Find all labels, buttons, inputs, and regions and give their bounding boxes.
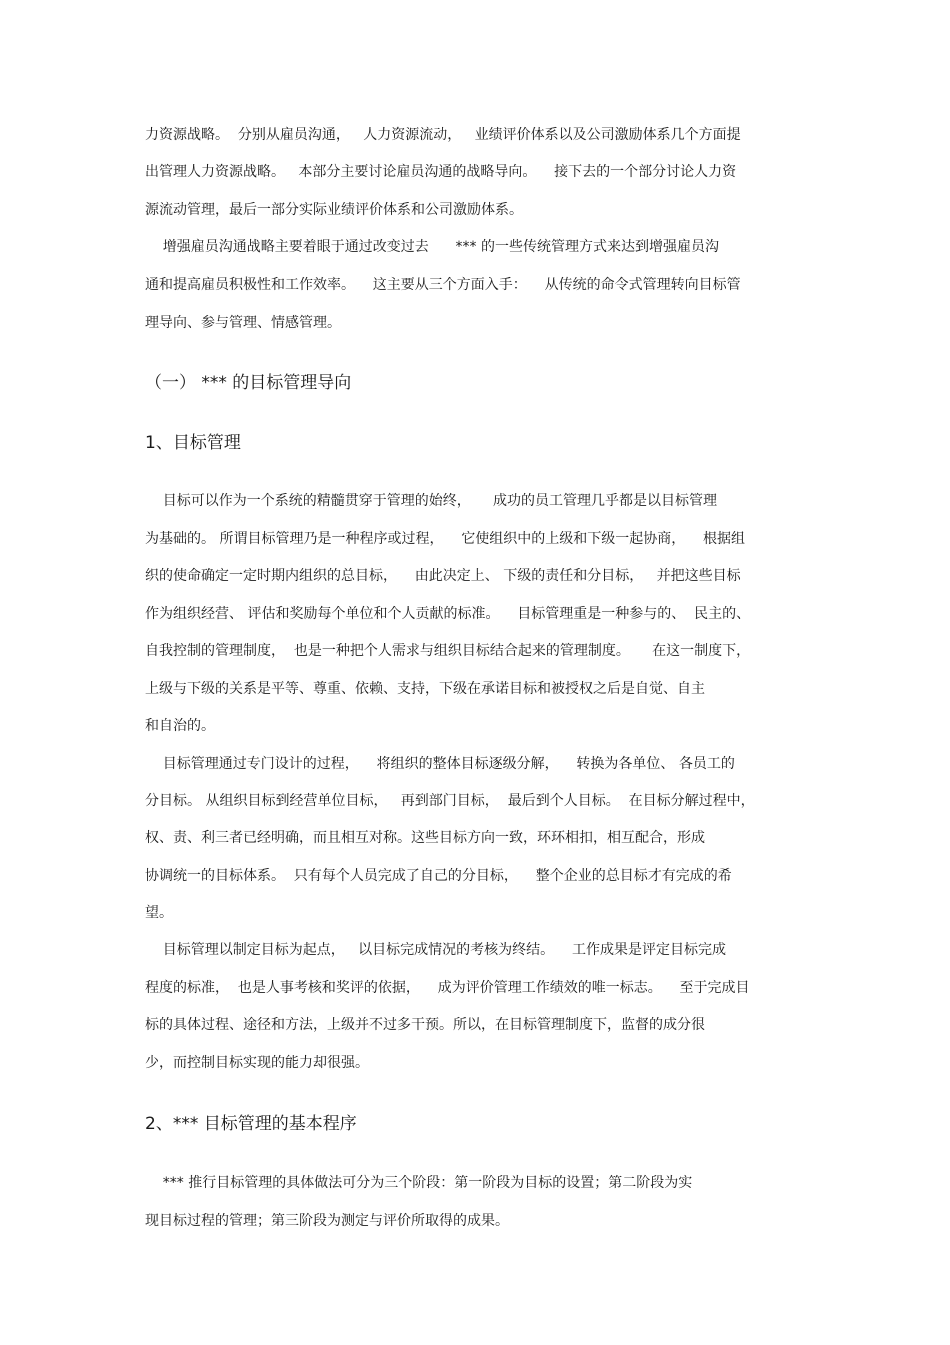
text-line: 出管理人力资源战略。 本部分主要讨论雇员沟通的战略导向。 接下去的一个部分讨论人力资 <box>145 164 737 180</box>
text-line: 织的使命确定一定时期内组织的总目标， 由此决定上、 下级的责任和分目标， 并把这些目标 <box>145 568 741 584</box>
subsection-heading: 1、目标管理 <box>145 433 241 453</box>
text-line: 权、责、利三者已经明确，而且相互对称。这些目标方向一致，环环相扣，相互配合，形成 <box>145 830 705 846</box>
text-line: 目标管理以制定目标为起点， 以目标完成情况的考核为终结。 工作成果是评定目标完成 <box>145 942 726 958</box>
text-line: 标的具体过程、途径和方法，上级并不过多干预。所以，在目标管理制度下，监督的成分很 <box>145 1017 705 1033</box>
text-line: 自我控制的管理制度， 也是一种把个人需求与组织目标结合起来的管理制度。 在这一制度下， <box>145 643 751 659</box>
text-line: 目标管理通过专门设计的过程， 将组织的整体目标逐级分解， 转换为各单位、 各员工的 <box>145 756 735 772</box>
text-line: 现目标过程的管理；第三阶段为测定与评价所取得的成果。 <box>145 1213 509 1229</box>
text-line: 协调统一的目标体系。 只有每个人员完成了自己的分目标， 整个企业的总目标才有完成的希 <box>145 868 732 884</box>
text-line: 力资源战略。 分别从雇员沟通， 人力资源流动， 业绩评价体系以及公司激励体系几个方面提 <box>145 127 741 143</box>
text-line: 通和提高雇员积极性和工作效率。 这主要从三个方面入手： 从传统的命令式管理转向目标管 <box>145 277 741 293</box>
text-line: 源流动管理，最后一部分实际业绩评价体系和公司激励体系。 <box>145 202 523 218</box>
text-line: 理导向、参与管理、情感管理。 <box>145 315 341 331</box>
text-line: 上级与下级的关系是平等、尊重、依赖、支持，下级在承诺目标和被授权之后是自觉、自主 <box>145 681 705 697</box>
text-line: 程度的标准， 也是人事考核和奖评的依据， 成为评价管理工作绩效的唯一标志。 至于完成目 <box>145 980 750 996</box>
text-line: 分目标。 从组织目标到经营单位目标， 再到部门目标， 最后到个人目标。 在目标分解过程中， <box>145 793 755 809</box>
text-line: 为基础的。 所谓目标管理乃是一种程序或过程， 它使组织中的上级和下级一起协商， 根据组 <box>145 531 746 547</box>
text-line: 少，而控制目标实现的能力却很强。 <box>145 1055 369 1071</box>
subsection-heading: 2、*** 目标管理的基本程序 <box>145 1114 357 1134</box>
text-line: 和自治的。 <box>145 718 215 734</box>
text-line: 增强雇员沟通战略主要着眼于通过改变过去 *** 的一些传统管理方式来达到增强雇员沟 <box>145 239 719 255</box>
text-line: 作为组织经营、 评估和奖励每个单位和个人贡献的标准。 目标管理重是一种参与的、 民主的、 <box>145 606 751 622</box>
text-line: *** 推行目标管理的具体做法可分为三个阶段：第一阶段为目标的设置；第二阶段为实 <box>145 1175 693 1191</box>
text-line: 目标可以作为一个系统的精髓贯穿于管理的始终， 成功的员工管理几乎都是以目标管理 <box>145 493 718 509</box>
section-heading: （一） *** 的目标管理导向 <box>145 373 352 393</box>
text-line: 望。 <box>145 905 173 921</box>
